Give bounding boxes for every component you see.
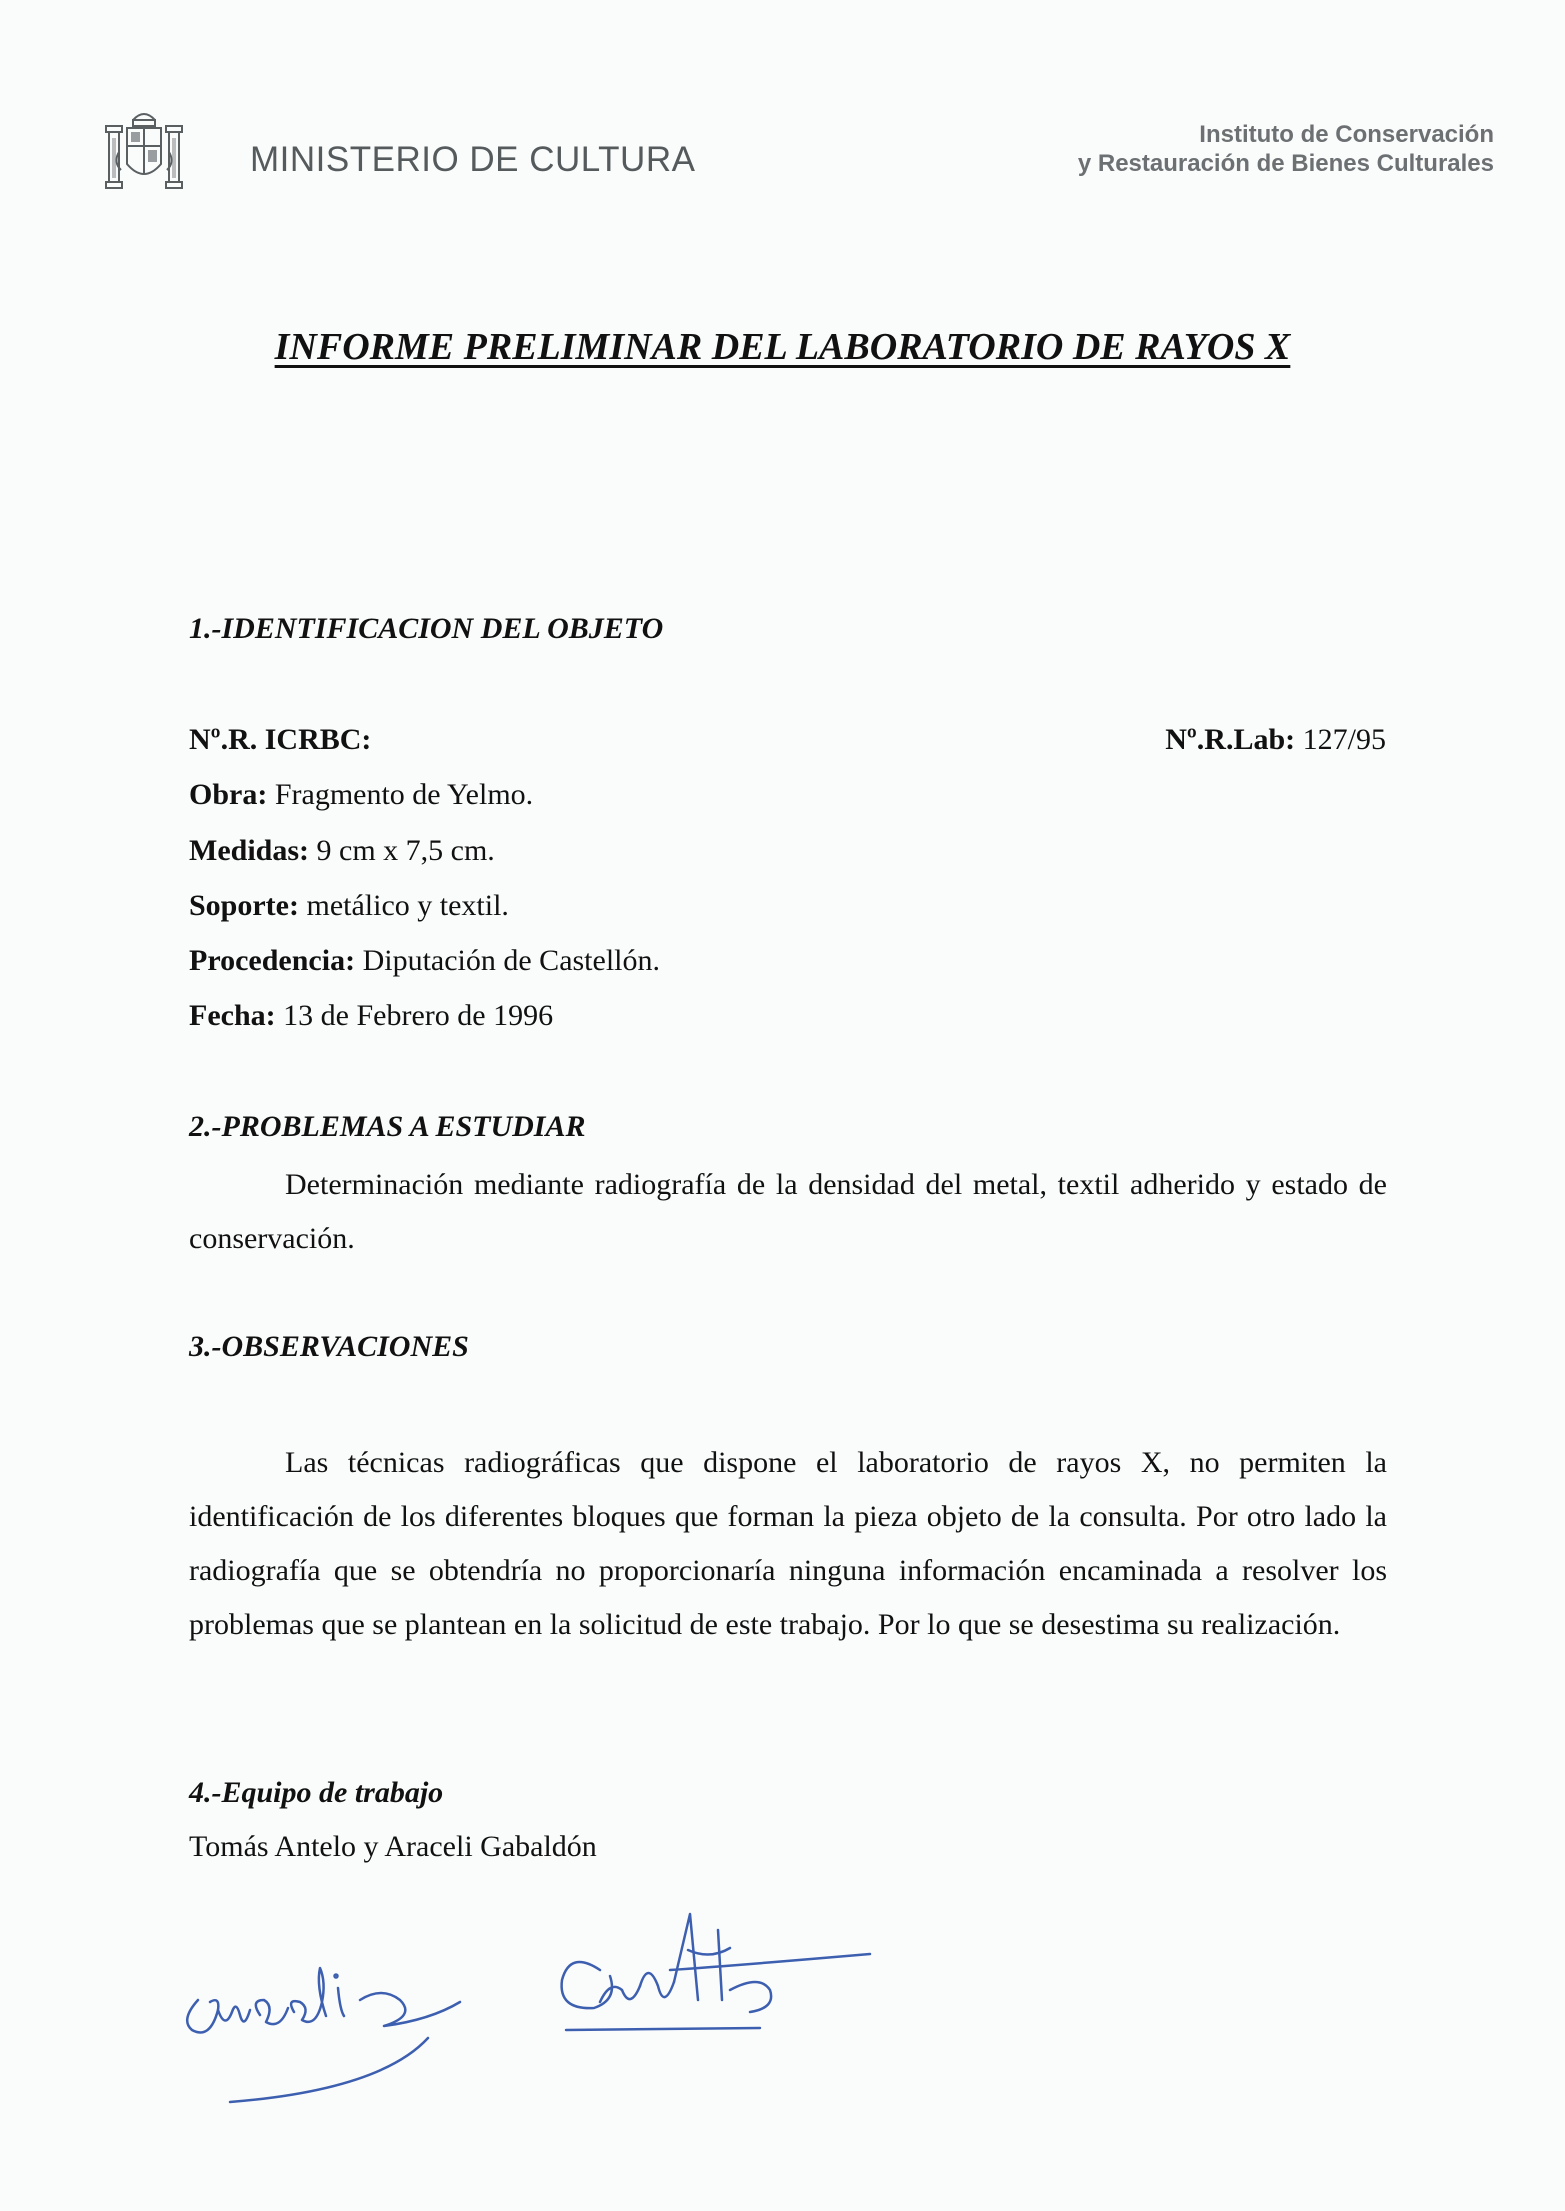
- medidas-label: Medidas:: [189, 834, 309, 867]
- obra-label: Obra:: [189, 778, 268, 811]
- nr-lab-value: 127/95: [1302, 723, 1386, 756]
- report-title: INFORME PRELIMINAR DEL LABORATORIO DE RAYOS X: [274, 326, 1291, 368]
- nr-icrbc-field: [189, 723, 371, 757]
- section-3-heading: 3.-OBSERVACIONES: [189, 1330, 469, 1363]
- procedencia-label: Procedencia:: [189, 944, 356, 977]
- nr-lab-field: [1165, 723, 1386, 757]
- fecha-value: 13 de Febrero de 1996: [283, 999, 554, 1032]
- institute-line-1: Instituto de Conservación: [1199, 121, 1494, 148]
- signature-image: [170, 1890, 890, 2140]
- ministry-name: MINISTERIO DE CULTURA: [250, 140, 696, 179]
- section-3-text: Las técnicas radiográficas que dispone el laboratorio de rayos X, no permiten la identificación de los diferentes bloques que forman la pieza objeto de la consulta. Por otro lado la radiografía que se obtendría no proporcionaría ninguna información encaminada a resolver los problemas que se plantean en la solicitud de este trabajo. Por lo que se desestima su realización.: [189, 1446, 1387, 1641]
- medidas-value: 9 cm x 7,5 cm.: [316, 834, 495, 867]
- section-2-heading: 2.-PROBLEMAS A ESTUDIAR: [189, 1110, 586, 1143]
- nr-icrbc-label: Nº.R. ICRBC:: [189, 723, 372, 756]
- fecha-label: Fecha:: [189, 999, 276, 1032]
- medidas-field: [189, 834, 495, 868]
- institute-line-2: y Restauración de Bienes Culturales: [1077, 150, 1494, 177]
- coat-of-arms-icon: [103, 106, 185, 196]
- procedencia-field: [189, 944, 660, 978]
- fecha-field: [189, 999, 553, 1033]
- section-4-text: Tomás Antelo y Araceli Gabaldón: [189, 1830, 597, 1863]
- section-4-heading: 4.-Equipo de trabajo: [189, 1776, 444, 1809]
- obra-field: [189, 778, 533, 812]
- soporte-value: metálico y textil.: [306, 889, 509, 922]
- soporte-field: [189, 889, 509, 923]
- institute-name: [1078, 120, 1494, 178]
- section-2-text: Determinación mediante radiografía de la densidad del metal, textil adherido y estado de conservación.: [189, 1168, 1387, 1255]
- obra-value: Fragmento de Yelmo.: [274, 778, 534, 811]
- procedencia-value: Diputación de Castellón.: [362, 944, 660, 977]
- soporte-label: Soporte:: [189, 889, 299, 922]
- nr-lab-label: Nº.R.Lab:: [1165, 723, 1296, 756]
- section-1-heading: 1.-IDENTIFICACION DEL OBJETO: [189, 612, 664, 645]
